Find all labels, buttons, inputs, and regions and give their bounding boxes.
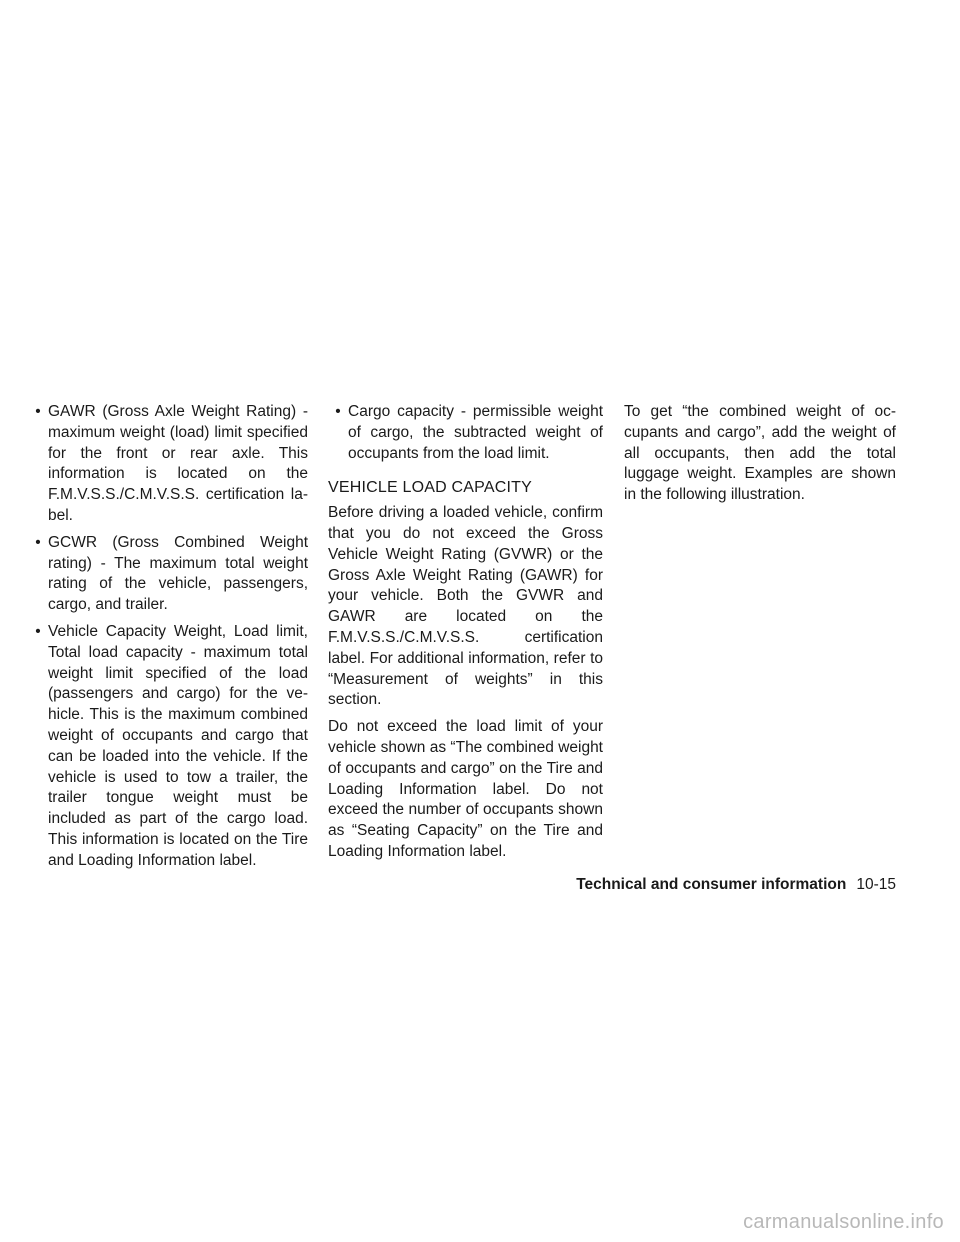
section-heading: VEHICLE LOAD CAPACITY bbox=[328, 479, 532, 497]
list-item-text: GAWR (Gross Axle Weight Rating) - maximum weight (load) limit specified for the front or rear axle. This information is located on the F.M.V.S.S./C.M.V.S.S. certification label. bbox=[48, 403, 308, 524]
bullet-icon: • bbox=[335, 403, 341, 420]
paragraph: Do not exceed the load limit of your vehicle shown as “The combined weight of occupants and cargo” on the Tire and Loading Information label. Do not exceed the number of occupants shown as “Seating Capacity” on the Tire and Loading Information label. bbox=[328, 718, 603, 860]
list-item bbox=[28, 622, 308, 872]
bullet-icon: • bbox=[35, 533, 41, 551]
bullet-icon: • bbox=[35, 403, 41, 420]
list-item-text: Cargo capacity - permissible weight of cargo, the subtracted weight of occupants from the load limit. bbox=[348, 403, 603, 462]
page-number: 10-15 bbox=[856, 876, 896, 893]
column-1 bbox=[28, 402, 308, 878]
list-item bbox=[328, 402, 603, 464]
paragraph: Before driving a loaded vehicle, confirm that you do not exceed the Gross Vehicle Weight Rating (GVWR) or the Gross Axle Weight Rating (GAWR) for your vehicle. Both the GVWR and GAWR are located on the F.M.V.S.S./C.M.V.S.S. certification label. For additional information, refer to “Measurement of weights” in this section. bbox=[328, 504, 603, 709]
list-item bbox=[28, 402, 308, 527]
footer-section-title: Technical and consumer information bbox=[576, 876, 847, 893]
column-2 bbox=[328, 402, 603, 869]
list-item-text: GCWR (Gross Combined Weight rating) - The maximum total weight rating of the vehicle, passengers, cargo, and trailer. bbox=[48, 533, 308, 614]
paragraph: To get “the combined weight of occupants and cargo”, add the weight of all occupants, then add the total luggage weight. Examples are shown in the following illustration. bbox=[624, 403, 896, 504]
watermark: carmanualsonline.info bbox=[743, 1211, 944, 1233]
page-footer bbox=[576, 876, 896, 894]
list-item bbox=[28, 533, 308, 616]
list-item-text: Vehicle Capacity Weight, Load limit, Total load capacity - maximum total weight limit specified of the load (passengers and cargo) for the vehicle. This is the maximum combined weight of occupants and cargo that can be loaded into the vehicle. If the vehicle is used to tow a trailer, the trailer tongue weight must be included as part of the cargo load. This information is located on the Tire and Loading Information label. bbox=[48, 622, 308, 869]
bullet-icon: • bbox=[35, 622, 41, 640]
column-3 bbox=[624, 402, 896, 512]
